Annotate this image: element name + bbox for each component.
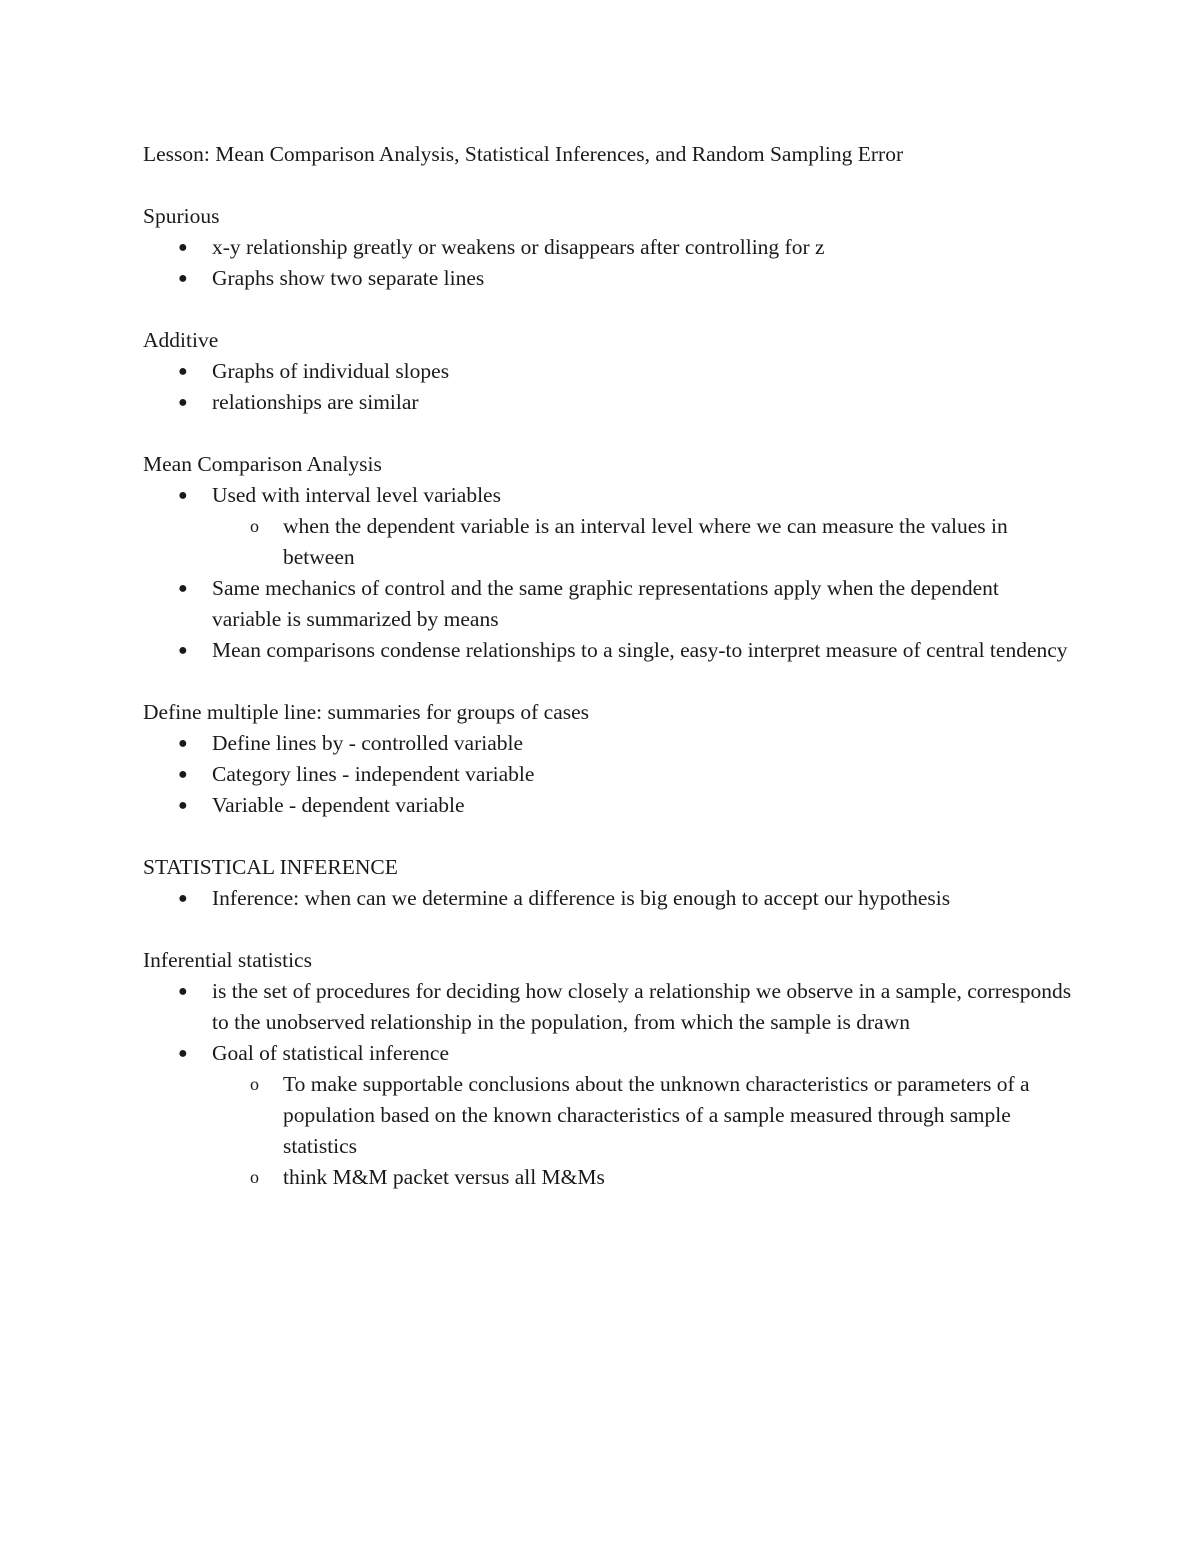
list-item <box>143 759 1073 790</box>
list-item <box>143 573 1073 635</box>
bullet-icon: ● <box>178 642 188 659</box>
list-item <box>143 263 1073 294</box>
section-heading: Mean Comparison Analysis <box>143 452 382 476</box>
bullet-icon: ● <box>178 363 188 380</box>
section-multiple-line <box>143 697 1073 821</box>
bullet-list <box>143 356 1073 418</box>
list-item-text: x-y relationship greatly or weakens or disappears after controlling for z <box>212 235 825 259</box>
list-item <box>143 976 1073 1038</box>
section-heading: Inferential statistics <box>143 948 312 972</box>
list-item-text: Graphs of individual slopes <box>212 359 450 383</box>
section-additive <box>143 325 1073 418</box>
list-item-text: Define lines by - controlled variable <box>212 731 524 755</box>
sub-bullet-icon: o <box>250 1074 259 1094</box>
section-heading: Spurious <box>143 204 220 228</box>
section-inferential-statistics <box>143 945 1073 1193</box>
sub-list-item <box>212 1162 1073 1193</box>
bullet-icon: ● <box>178 487 188 504</box>
list-item <box>143 232 1073 263</box>
bullet-icon: ● <box>178 239 188 256</box>
list-item <box>143 356 1073 387</box>
section-heading: Additive <box>143 328 219 352</box>
list-item-text: Variable - dependent variable <box>212 793 465 817</box>
bullet-list <box>143 728 1073 821</box>
list-item-text: Category lines - independent variable <box>212 762 535 786</box>
list-item <box>143 387 1073 418</box>
section-statistical-inference <box>143 852 1073 914</box>
bullet-icon: ● <box>178 735 188 752</box>
section-spurious <box>143 201 1073 294</box>
sub-list-item-text: To make supportable conclusions about the unknown characteristics or parameters of a population based on the known characteristics of a sample measured through sample statistics <box>283 1072 1030 1158</box>
bullet-icon: ● <box>178 270 188 287</box>
list-item <box>143 1038 1073 1193</box>
list-item-text: is the set of procedures for deciding how closely a relationship we observe in a sample, corresponds to the unobserved relationship in the population, from which the sample is drawn <box>212 979 1072 1034</box>
bullet-list <box>143 976 1073 1193</box>
list-item-text: Inference: when can we determine a difference is big enough to accept our hypothesis <box>212 886 951 910</box>
list-item-text: Mean comparisons condense relationships to a single, easy-to interpret measure of central tendency <box>212 638 1068 662</box>
section-heading: Define multiple line: summaries for groups of cases <box>143 700 590 724</box>
list-item <box>143 480 1073 573</box>
bullet-list <box>143 480 1073 666</box>
bullet-icon: ● <box>178 394 188 411</box>
list-item-text: Same mechanics of control and the same graphic representations apply when the dependent variable is summarized by means <box>212 576 999 631</box>
list-item <box>143 635 1073 666</box>
sub-bullet-list <box>212 1069 1073 1193</box>
bullet-icon: ● <box>178 1045 188 1062</box>
sub-bullet-list <box>212 511 1073 573</box>
bullet-icon: ● <box>178 983 188 1000</box>
list-item-text: Goal of statistical inference <box>212 1041 449 1065</box>
sub-list-item-text: when the dependent variable is an interval level where we can measure the values in between <box>283 514 1008 569</box>
list-item-text: Graphs show two separate lines <box>212 266 485 290</box>
sub-list-item <box>212 1069 1073 1162</box>
sub-list-item <box>212 511 1073 573</box>
list-item <box>143 728 1073 759</box>
bullet-icon: ● <box>178 890 188 907</box>
bullet-icon: ● <box>178 797 188 814</box>
sub-list-item-text: think M&M packet versus all M&Ms <box>283 1165 605 1189</box>
bullet-icon: ● <box>178 580 188 597</box>
sub-bullet-icon: o <box>250 516 259 536</box>
list-item <box>143 790 1073 821</box>
section-mean-comparison <box>143 449 1073 666</box>
list-item-text: relationships are similar <box>212 390 419 414</box>
lesson-title: Lesson: Mean Comparison Analysis, Statistical Inferences, and Random Sampling Error <box>143 142 904 166</box>
sub-bullet-icon: o <box>250 1167 259 1187</box>
section-heading: STATISTICAL INFERENCE <box>143 855 398 879</box>
list-item-text: Used with interval level variables <box>212 483 501 507</box>
list-item <box>143 883 1073 914</box>
bullet-list <box>143 232 1073 294</box>
bullet-list <box>143 883 1073 914</box>
bullet-icon: ● <box>178 766 188 783</box>
document-page <box>143 139 1073 1224</box>
